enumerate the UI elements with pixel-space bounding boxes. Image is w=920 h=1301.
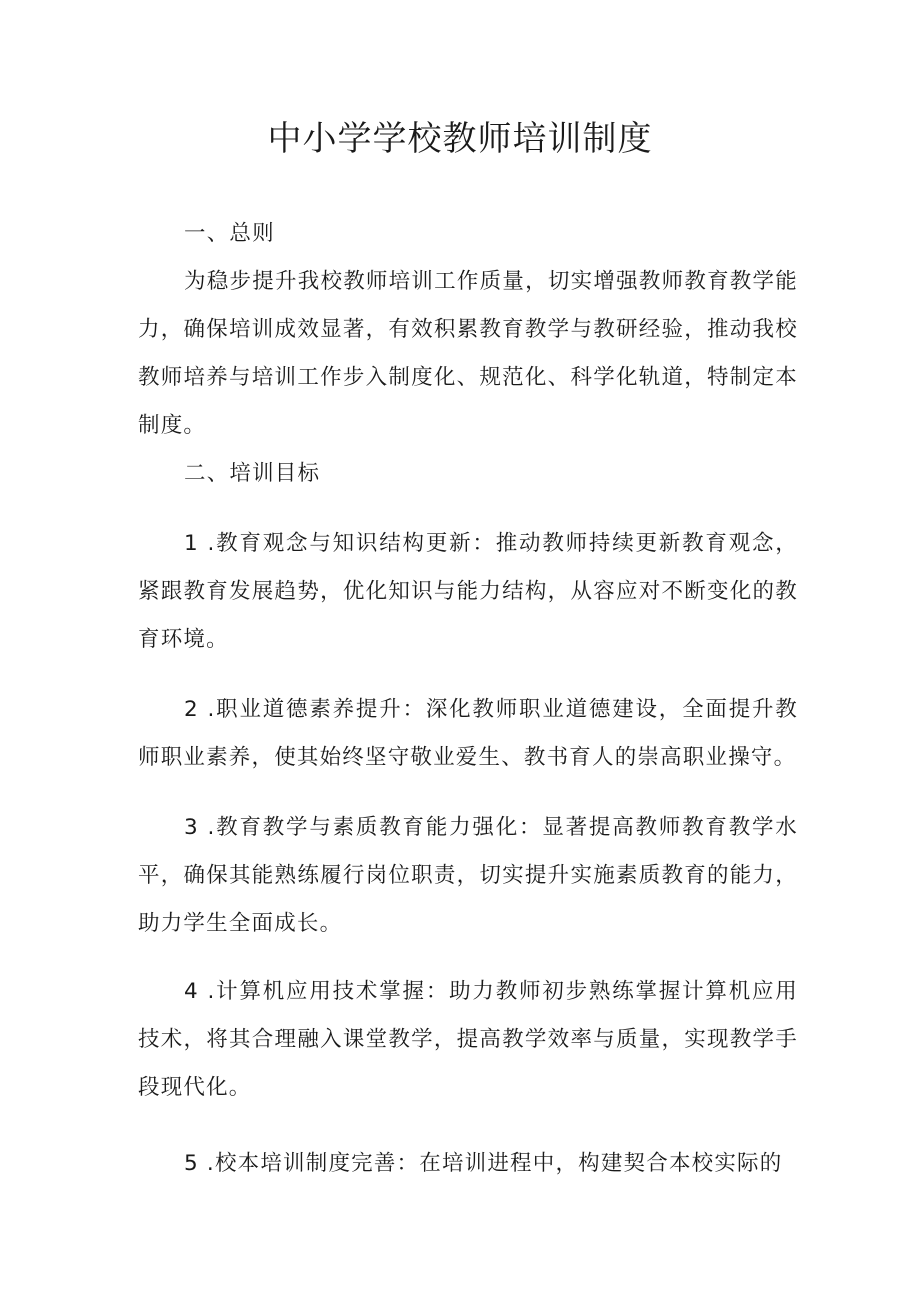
section-heading-goals: 二、培训目标 [184,461,321,486]
goal-item-1: 1 .教育观念与知识结构更新：推动教师持续更新教育观念，紧跟教育发展趋势，优化知识与能力结构，从容应对不断变化的教育环境。 [138,531,798,652]
goal-item-5: 5 .校本培训制度完善：在培训进程中，构建契合本校实际的 [184,1151,783,1176]
general-paragraph: 为稳步提升我校教师培训工作质量，切实增强教师教育教学能力，确保培训成效显著，有效积累教育教学与教研经验，推动我校教师培养与培训工作步入制度化、规范化、科学化轨道，特制定本制度。 [138,269,798,438]
document-title: 中小学学校教师培训制度 [267,119,653,159]
goal-item-4: 4 .计算机应用技术掌握：助力教师初步熟练掌握计算机应用技术，将其合理融入课堂教学，提高教学效率与质量，实现教学手段现代化。 [138,979,798,1100]
goal-item-2: 2 .职业道德素养提升：深化教师职业道德建设，全面提升教师职业素养，使其始终坚守敬业爱生、教书育人的崇高职业操守。 [138,697,798,770]
section-heading-general: 一、总则 [184,221,275,246]
goal-item-3: 3 .教育教学与素质教育能力强化：显著提高教师教育教学水平，确保其能熟练履行岗位职责，切实提升实施素质教育的能力，助力学生全面成长。 [138,815,798,936]
